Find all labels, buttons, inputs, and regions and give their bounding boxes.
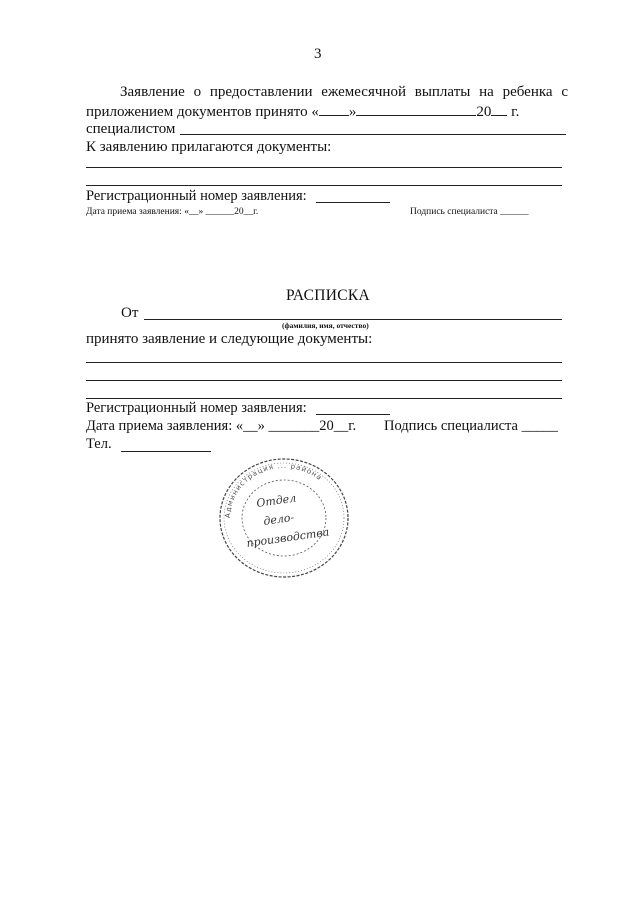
accepted-prefix: приложением документов принято « <box>86 104 319 120</box>
application-accepted-line <box>86 103 568 121</box>
year-blank[interactable] <box>491 103 507 116</box>
stamp-seal-icon <box>214 455 354 581</box>
year-prefix: 20 <box>476 104 492 120</box>
accepted-docs-text: принято заявление и следующие документы: <box>86 331 373 347</box>
phone-label: Тел. <box>86 436 112 452</box>
specialist-signature-small: Подпись специалиста ______ <box>410 207 529 217</box>
reg-number-label: Регистрационный номер заявления: <box>86 188 307 204</box>
fio-caption: (фамилия, имя, отчество) <box>282 321 369 330</box>
receipt-docs-line-1[interactable] <box>86 362 562 363</box>
specialist-label: специалистом <box>86 121 176 137</box>
month-blank[interactable] <box>356 103 476 116</box>
stamp-center-line1: Отдел <box>255 491 297 510</box>
svg-text:Администрация ... района <box>224 462 324 518</box>
date-received-small: Дата приема заявления: «__» ______20__г. <box>86 207 259 217</box>
year-suffix: г. <box>511 104 520 120</box>
page-number: 3 <box>314 46 322 62</box>
attached-docs-label: К заявлению прилагаются документы: <box>86 139 332 155</box>
day-blank[interactable] <box>319 103 349 116</box>
stamp-center-line2: дело- <box>262 510 295 528</box>
from-field-line[interactable] <box>144 319 562 320</box>
docs-field-line-1[interactable] <box>86 167 562 168</box>
receipt-date-label: Дата приема заявления: «__» _______20__г. <box>86 418 357 434</box>
receipt-docs-line-3[interactable] <box>86 398 562 399</box>
reg-number-field-line[interactable] <box>316 202 390 203</box>
receipt-title: РАСПИСКА <box>286 287 371 304</box>
phone-field-line[interactable] <box>121 451 211 452</box>
application-intro-line: Заявление о предоставлении ежемесячной выплаты на ребенка с <box>120 84 568 100</box>
receipt-docs-line-2[interactable] <box>86 380 562 381</box>
specialist-field-line[interactable] <box>180 134 566 135</box>
receipt-reg-number-field[interactable] <box>316 414 390 415</box>
official-stamp <box>214 455 354 581</box>
from-label: От <box>121 305 139 321</box>
receipt-signature-label: Подпись специалиста _____ <box>384 418 558 434</box>
stamp-ring-text: Администрация ... района <box>223 461 324 519</box>
stamp-center-line3: производства <box>245 525 330 550</box>
docs-field-line-2[interactable] <box>86 185 562 186</box>
quote-close: » <box>348 104 357 120</box>
receipt-reg-number-label: Регистрационный номер заявления: <box>86 400 307 416</box>
